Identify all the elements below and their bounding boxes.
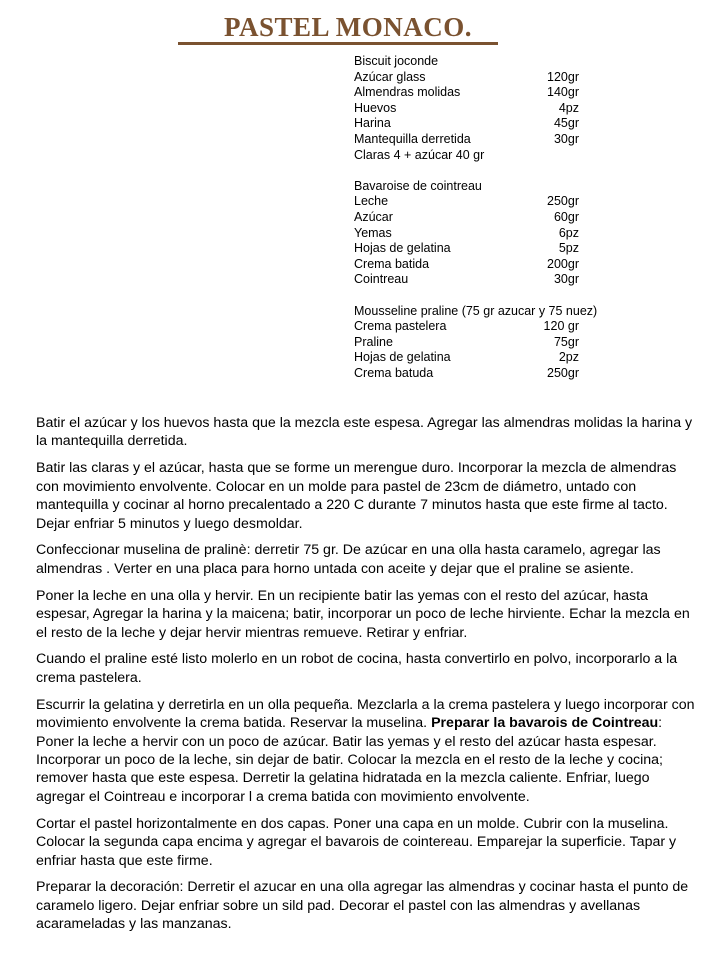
ingredient-qty: 140gr bbox=[547, 85, 579, 100]
ingredient-qty: 60gr bbox=[553, 209, 579, 224]
instruction-paragraph: Batir las claras y el azúcar, hasta que se forme un merengue duro. Incorporar la mezcla de almendras con movimiento envolvente. Colocar en un molde para pastel de 23cm de diámetro, untado con mantequilla y cocinar al horno precalentado a 220 C durante 7 minutos hasta que este firme al tacto. Dejar enfriar 5 minutos y luego desmoldar. bbox=[36, 460, 677, 532]
ingredient-name: Azúcar glass bbox=[354, 69, 426, 84]
title-underline bbox=[178, 42, 498, 45]
ingredient-row bbox=[354, 241, 654, 257]
ingredient-row bbox=[354, 116, 654, 132]
ingredient-qty: 4pz bbox=[558, 100, 579, 115]
ingredient-name: Hojas de gelatina bbox=[354, 350, 451, 365]
ingredient-name: Almendras molidas bbox=[354, 85, 461, 100]
spacer bbox=[354, 288, 654, 304]
spacer bbox=[354, 163, 654, 179]
ingredient-name: Harina bbox=[354, 116, 391, 131]
ingredient-row bbox=[354, 70, 654, 86]
ingredient-qty: 6pz bbox=[558, 225, 579, 240]
ingredient-qty: 5pz bbox=[558, 241, 579, 256]
ingredient-qty: 30gr bbox=[553, 131, 579, 146]
ingredient-name: Leche bbox=[354, 194, 389, 209]
instruction-paragraph: Cuando el praline esté listo molerlo en un robot de cocina, hasta convertirlo en polvo, incorporarlo a la crema pastelera. bbox=[36, 651, 678, 686]
ingredient-name: Azúcar bbox=[354, 209, 393, 224]
section-title: Biscuit joconde bbox=[354, 54, 439, 68]
ingredient-name: Crema pastelera bbox=[354, 319, 447, 334]
ingredient-name: Claras 4 + azúcar 40 gr bbox=[354, 147, 485, 162]
instruction-paragraph: Poner la leche en una olla y hervir. En un recipiente batir las yemas con el resto del azúcar, hasta espesar, Agregar la harina y la maicena; batir, incorporar un poco de leche hirviente. Echar la mezcla en el resto de la leche y dejar hervir mientras remueve. Retirar y enfriar. bbox=[36, 587, 690, 641]
ingredient-qty bbox=[574, 148, 579, 164]
ingredient-name: Praline bbox=[354, 334, 393, 349]
ingredient-name: Mantequilla derretida bbox=[354, 131, 471, 146]
ingredient-row bbox=[354, 319, 654, 335]
section-title: Mousseline praline (75 gr azucar y 75 nuez) bbox=[354, 303, 598, 318]
ingredient-name: Crema batida bbox=[354, 256, 430, 271]
ingredient-qty: 120gr bbox=[547, 69, 579, 84]
instruction-paragraph: Cortar el pastel horizontalmente en dos capas. Poner una capa en un molde. Cubrir con la muselina. Colocar la segunda capa encima y agregar el bavarois de cointereau. Emparejar la superficie. Tapar y enfriar hasta que este firme. bbox=[36, 815, 677, 869]
ingredient-row bbox=[354, 194, 654, 210]
ingredient-qty: 200gr bbox=[547, 256, 579, 271]
instructions bbox=[36, 414, 696, 942]
ingredient-row bbox=[354, 350, 654, 366]
ingredient-row bbox=[354, 210, 654, 226]
page-title: PASTEL MONACO. bbox=[223, 12, 473, 42]
ingredient-row bbox=[354, 366, 654, 382]
ingredient-row bbox=[354, 272, 654, 288]
ingredient-name: Cointreau bbox=[354, 272, 409, 287]
title-block bbox=[178, 12, 498, 45]
instruction-paragraph: Preparar la decoración: Derretir el azucar en una olla agregar las almendras y cocinar hasta el punto de caramelo ligero. Dejar enfriar sobre un sild pad. Decorar el pastel con las almendras y avellanas acarameladas y las manzanas. bbox=[36, 879, 689, 933]
ingredient-name: Hojas de gelatina bbox=[354, 241, 451, 256]
instruction-paragraph: Confeccionar muselina de pralinè: derretir 75 gr. De azúcar en una olla hasta caramelo, agregar las almendras . Verter en una placa para horno untada con aceite y dejar que el praline se asiente. bbox=[36, 542, 661, 577]
ingredients-list bbox=[354, 54, 654, 381]
ingredient-qty: 45gr bbox=[553, 116, 579, 131]
ingredient-row bbox=[354, 85, 654, 101]
section-title: Bavaroise de cointreau bbox=[354, 178, 482, 193]
ingredient-name: Huevos bbox=[354, 100, 397, 115]
ingredient-row bbox=[354, 148, 654, 164]
ingredient-qty: 250gr bbox=[547, 365, 579, 380]
ingredient-qty: 30gr bbox=[553, 272, 579, 287]
instruction-paragraph bbox=[36, 696, 696, 806]
ingredient-qty: 250gr bbox=[547, 194, 579, 209]
instruction-text: : Poner la leche a hervir con un poco de azúcar. Batir las yemas y el resto del azúcar hasta espesar. Incorporar un poco de la leche, sin dejar de batir. Colocar la mezcla en el resto de la leche y cocina; remover hasta que este espesa. Derretir la gelatina hidratada en la mezcla caliente. Enfriar, luego agregar el Cointreau e incorporar l a crema batida con movimiento envolvente. bbox=[36, 715, 663, 805]
instruction-text: Escurrir la gelatina y derretirla en un olla pequeña. Mezclarla a la crema pastelera y luego incorporar con movimiento envolvente la crema batida. Reservar la muselina. bbox=[36, 696, 695, 732]
ingredient-row bbox=[354, 335, 654, 351]
instruction-bold-heading: Preparar la bavarois de Cointreau bbox=[431, 715, 659, 732]
ingredient-row bbox=[354, 132, 654, 148]
ingredient-name: Crema batuda bbox=[354, 365, 434, 380]
ingredient-row bbox=[354, 257, 654, 273]
instruction-paragraph: Batir el azúcar y los huevos hasta que la mezcla este espesa. Agregar las almendras molidas la harina y la mantequilla derretida. bbox=[36, 415, 693, 450]
ingredient-qty: 120 gr bbox=[543, 319, 579, 334]
ingredient-qty: 2pz bbox=[558, 350, 579, 365]
ingredient-row bbox=[354, 101, 654, 117]
ingredient-qty: 75gr bbox=[553, 334, 579, 349]
ingredient-row bbox=[354, 226, 654, 242]
ingredient-name: Yemas bbox=[354, 225, 392, 240]
